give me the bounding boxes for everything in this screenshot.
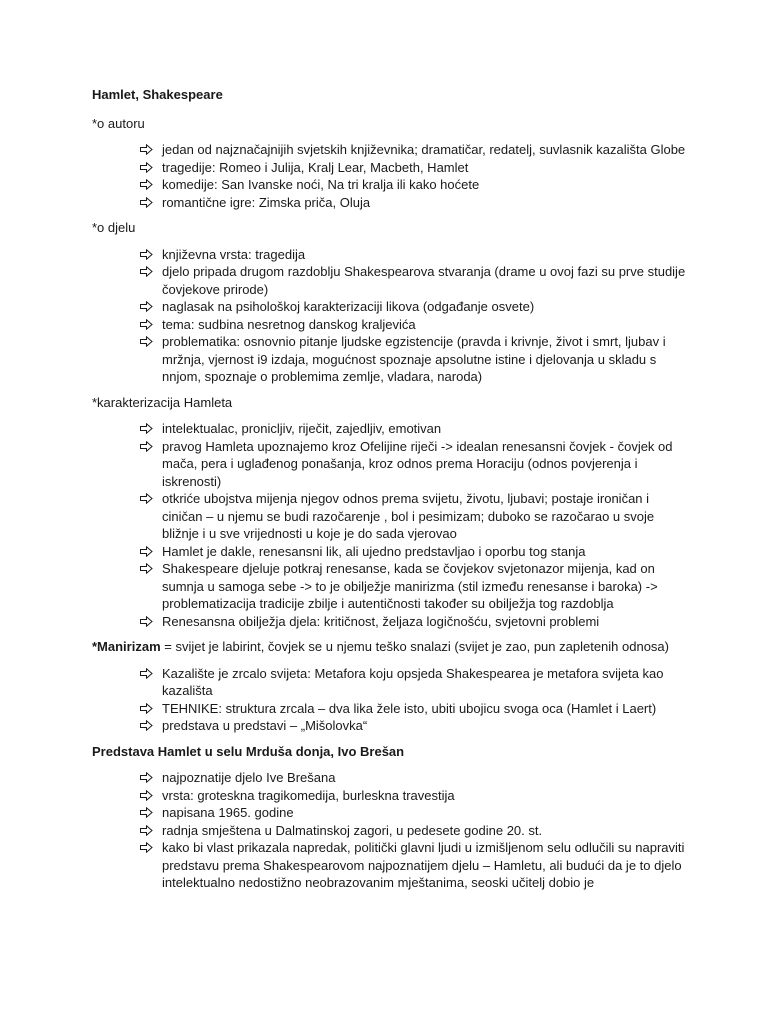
arrow-bullet-icon	[140, 700, 154, 717]
list-item: kako bi vlast prikazala napredak, politički glavni ljudi u izmišljenom selu odlučili su napraviti predstavu prema Shakespearovom najpoznatijem djelu – Hamletu, ali budući da je to djelo intelektualno nedostižno neobrazovanim mještanima, seoski učitelj dobio je	[140, 839, 692, 892]
arrow-bullet-icon	[140, 420, 154, 437]
arrow-bullet-icon	[140, 543, 154, 560]
list-item: jedan od najznačajnijih svjetskih književnika; dramatičar, redatelj, suvlasnik kazališta Globe	[140, 141, 692, 159]
list-item: naglasak na psihološkoj karakterizaciji likova (odgađanje osvete)	[140, 298, 692, 316]
arrow-bullet-icon	[140, 490, 154, 507]
predstava-title: Predstava Hamlet u selu Mrduša donja, Ivo Brešan	[92, 743, 405, 759]
arrow-bullet-icon	[140, 717, 154, 734]
list-item: Kazalište je zrcalo svijeta: Metafora koju opsjeda Shakespearea je metafora svijeta kao kazališta	[140, 665, 692, 700]
arrow-bullet-icon	[140, 822, 154, 839]
arrow-bullet-icon	[140, 246, 154, 263]
list-item: romantične igre: Zimska priča, Oluja	[140, 194, 692, 212]
section-heading-predstava	[92, 743, 692, 761]
arrow-bullet-icon	[140, 159, 154, 176]
list-item: predstava u predstavi – „Mišolovka“	[140, 717, 692, 735]
arrow-bullet-icon	[140, 298, 154, 315]
list-item: TEHNIKE: struktura zrcala – dva lika žele isto, ubiti ubojicu svoga oca (Hamlet i Laert)	[140, 700, 692, 718]
arrow-bullet-icon	[140, 263, 154, 280]
document-page	[92, 86, 692, 900]
arrow-bullet-icon	[140, 839, 154, 856]
bullet-list-o-autoru	[92, 141, 692, 211]
list-item: Shakespeare djeluje potkraj renesanse, kada se čovjekov svjetonazor mijenja, kad on sumnja u samoga sebe -> to je obilježje manirizma (stil između renesanse i baroka) -> problematizacija tradicije zbilje i autentičnosti također su obilježja tog razdoblja	[140, 560, 692, 613]
arrow-bullet-icon	[140, 665, 154, 682]
arrow-bullet-icon	[140, 560, 154, 577]
section-heading-manirizam	[92, 638, 692, 656]
list-item: komedije: San Ivanske noći, Na tri kralja ili kako hoćete	[140, 176, 692, 194]
manirizam-definition: = svijet je labirint, čovjek se u njemu teško snalazi (svijet je zao, pun zapletenih odnosa)	[160, 639, 669, 654]
arrow-bullet-icon	[140, 194, 154, 211]
arrow-bullet-icon	[140, 141, 154, 158]
arrow-bullet-icon	[140, 769, 154, 786]
bullet-list-predstava	[92, 769, 692, 892]
arrow-bullet-icon	[140, 787, 154, 804]
list-item: književna vrsta: tragedija	[140, 246, 692, 264]
list-item: tema: sudbina nesretnog danskog kraljevića	[140, 316, 692, 334]
arrow-bullet-icon	[140, 316, 154, 333]
list-item: tragedije: Romeo i Julija, Kralj Lear, Macbeth, Hamlet	[140, 159, 692, 177]
manirizam-term: *Manirizam	[92, 639, 161, 654]
section-heading-o-autoru: *o autoru	[92, 115, 145, 131]
arrow-bullet-icon	[140, 804, 154, 821]
section-heading-o-djelu: *o djelu	[92, 220, 136, 235]
list-item: problematika: osnovnio pitanje ljudske egzistencije (pravda i krivnje, život i smrt, ljubav i mržnja, vjernost i9 izdaja, mogućnost spoznaje apsolutne istine i djelovanja u skladu s nnjom, spoznaje o problemima zemlje, vladara, naroda)	[140, 333, 692, 386]
bullet-list-manirizam	[92, 665, 692, 735]
list-item: djelo pripada drugom razdoblju Shakespearova stvaranja (drame u ovoj fazi su prve studije čovjekove prirode)	[140, 263, 692, 298]
list-item: radnja smještena u Dalmatinskoj zagori, u pedesete godine 20. st.	[140, 822, 692, 840]
list-item: pravog Hamleta upoznajemo kroz Ofelijine riječi -> idealan renesansni čovjek - čovjek od mača, pera i uglađenog ponašanja, kroz odnos prema Horaciju (odnos povjerenja i iskrenosti)	[140, 438, 692, 491]
list-item: Hamlet je dakle, renesansni lik, ali ujedno predstavljao i oporbu tog stanja	[140, 543, 692, 561]
section-heading-karakterizacija: *karakterizacija Hamleta	[92, 394, 233, 410]
bullet-list-karakterizacija	[92, 420, 692, 630]
list-item: napisana 1965. godine	[140, 804, 692, 822]
list-item: otkriće ubojstva mijenja njegov odnos prema svijetu, životu, ljubavi; postaje ironičan i ciničan – u njemu se budi razočarenje , bol i pesimizam; duboko se razočarao u svoje bližnje i u sve vrijednosti u koje je do sada vjerovao	[140, 490, 692, 543]
bullet-list-o-djelu	[92, 246, 692, 386]
arrow-bullet-icon	[140, 613, 154, 630]
arrow-bullet-icon	[140, 438, 154, 455]
list-item: najpoznatije djelo Ive Brešana	[140, 769, 692, 787]
list-item: intelektualac, pronicljiv, riječit, zajedljiv, emotivan	[140, 420, 692, 438]
document-title: Hamlet, Shakespeare	[92, 87, 223, 102]
list-item: vrsta: groteskna tragikomedija, burleskna travestija	[140, 787, 692, 805]
arrow-bullet-icon	[140, 333, 154, 350]
arrow-bullet-icon	[140, 176, 154, 193]
list-item: Renesansna obilježja djela: kritičnost, željaza logičnošću, svjetovni problemi	[140, 613, 692, 631]
